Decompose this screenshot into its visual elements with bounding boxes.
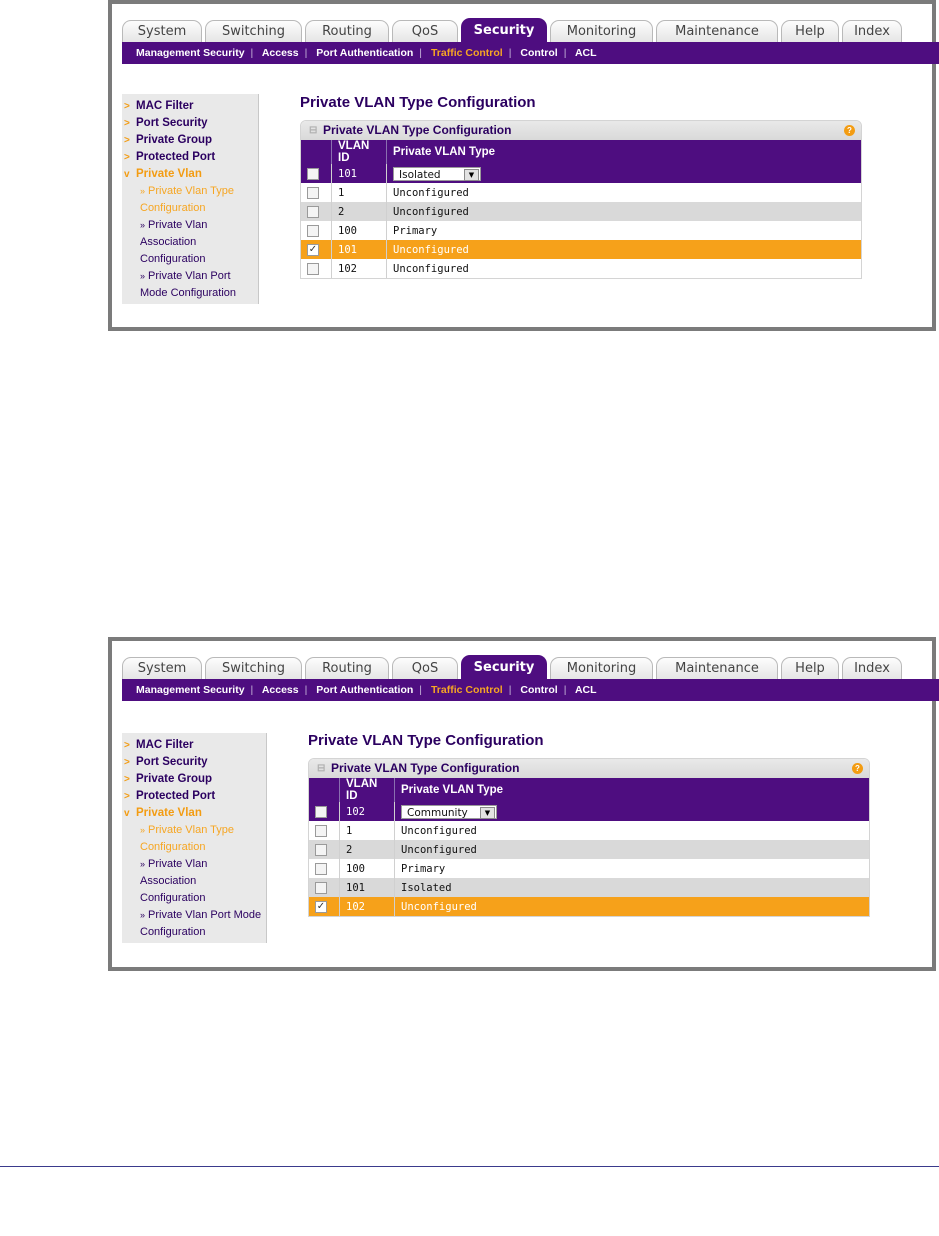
config-panel (308, 758, 870, 917)
cell-vlan-type: Unconfigured (387, 202, 862, 221)
chevron-down-icon: v (124, 169, 130, 180)
tab-maintenance[interactable]: Maintenance (656, 657, 778, 679)
sidebar (122, 733, 267, 943)
sidebar-sub-private-vlan-association[interactable]: » Private Vlan Association Configuration (140, 858, 208, 904)
panel-title: Private VLAN Type Configuration (331, 761, 520, 775)
select-all-column (301, 140, 332, 164)
chevron-right-icon: > (124, 757, 130, 768)
row-checkbox-checked[interactable]: ✓ (316, 900, 326, 912)
subnav-acl[interactable]: ACL (574, 47, 597, 59)
row-checkbox[interactable] (315, 863, 327, 875)
column-vlan-id: VLAN ID (340, 778, 395, 802)
tab-qos[interactable]: QoS (392, 657, 458, 679)
subnav-traffic-control[interactable]: Traffic Control (430, 684, 503, 696)
cell-vlan-type: Unconfigured (395, 897, 870, 916)
tab-system[interactable]: System (122, 20, 202, 42)
subnav-port-authentication[interactable]: Port Authentication (316, 47, 414, 59)
main-tabs (122, 18, 932, 42)
table-row[interactable] (309, 878, 869, 897)
main-content (300, 94, 862, 279)
chevron-right-icon: > (124, 135, 130, 146)
tab-help[interactable]: Help (781, 20, 839, 42)
edit-vlan-id: 101 (332, 164, 387, 183)
main-tabs (122, 655, 932, 679)
edit-vlan-id: 102 (340, 802, 395, 821)
table-row[interactable] (309, 821, 869, 840)
cell-vlan-type: Unconfigured (387, 240, 862, 259)
subnav-access[interactable]: Access (261, 684, 299, 696)
tab-routing[interactable]: Routing (305, 20, 389, 42)
tab-security[interactable]: Security (461, 655, 547, 679)
table-row[interactable] (309, 859, 869, 878)
edit-row-checkbox[interactable] (315, 806, 327, 818)
sidebar-sub-private-vlan-type[interactable]: » Private Vlan Type Configuration (140, 185, 235, 214)
cell-vlan-id: 100 (340, 859, 395, 878)
table-row[interactable] (309, 897, 869, 916)
sidebar-item-port-security[interactable]: > Port Security (122, 115, 258, 132)
table-row[interactable] (301, 183, 861, 202)
panel-header (301, 121, 861, 140)
tab-switching[interactable]: Switching (205, 657, 302, 679)
subnav-control[interactable]: Control (520, 684, 558, 696)
subnav-management-security[interactable]: Management Security (136, 684, 245, 696)
page-footer-rule (0, 1166, 939, 1167)
sub-navigation: Management Security | Access | Port Authentication | Traffic Control | Control | ACL (122, 42, 939, 64)
subnav-traffic-control[interactable]: Traffic Control (430, 47, 503, 59)
tab-monitoring[interactable]: Monitoring (550, 20, 653, 42)
sidebar-sub-private-vlan-port-mode[interactable]: » Private Vlan Port Mode Configuration (140, 909, 262, 938)
table-header (301, 140, 861, 164)
select-all-column (309, 778, 340, 802)
table-header (309, 778, 869, 802)
main-content (308, 732, 870, 917)
cell-vlan-type: Primary (387, 221, 862, 240)
chevron-right-icon: > (124, 101, 130, 112)
cell-vlan-type: Isolated (395, 878, 870, 897)
collapse-icon[interactable]: ⊟ (309, 125, 318, 136)
cell-vlan-id: 100 (332, 221, 387, 240)
sub-navigation: Management Security | Access | Port Authentication | Traffic Control | Control | ACL (122, 679, 939, 701)
collapse-icon[interactable]: ⊟ (317, 763, 326, 774)
sidebar-item-private-group[interactable]: > Private Group (122, 132, 258, 149)
edit-row (301, 164, 861, 183)
row-checkbox[interactable] (315, 844, 327, 856)
row-checkbox-checked[interactable]: ✓ (308, 243, 318, 255)
vlan-table (301, 140, 861, 278)
sidebar-sub-private-vlan-type[interactable]: » Private Vlan Type Configuration (140, 824, 235, 853)
sidebar-item-port-security[interactable]: > Port Security (122, 754, 266, 771)
table-row[interactable] (301, 202, 861, 221)
cell-vlan-id: 1 (332, 183, 387, 202)
private-vlan-type-select[interactable]: Community ▼ (401, 805, 497, 819)
tab-monitoring[interactable]: Monitoring (550, 657, 653, 679)
cell-vlan-id: 102 (332, 259, 387, 278)
sidebar-item-protected-port[interactable]: > Protected Port (122, 788, 266, 805)
row-checkbox[interactable] (307, 225, 319, 237)
table-row[interactable] (301, 240, 861, 259)
screenshot-2 (108, 637, 936, 971)
dropdown-arrow-icon: ▼ (464, 169, 479, 181)
sidebar-sub-private-vlan-port-mode[interactable]: » Private Vlan Port Mode Configuration (140, 270, 237, 299)
column-private-vlan-type: Private VLAN Type (387, 140, 862, 164)
row-checkbox[interactable] (307, 206, 319, 218)
screenshot-1 (108, 0, 936, 331)
table-row[interactable] (301, 221, 861, 240)
cell-vlan-type: Unconfigured (387, 259, 862, 278)
sidebar-item-mac-filter[interactable]: > MAC Filter (122, 98, 258, 115)
chevron-right-icon: > (124, 152, 130, 163)
cell-vlan-id: 2 (332, 202, 387, 221)
tab-switching[interactable]: Switching (205, 20, 302, 42)
chevron-right-icon: > (124, 791, 130, 802)
subnav-port-authentication[interactable]: Port Authentication (316, 684, 414, 696)
row-checkbox[interactable] (315, 882, 327, 894)
sidebar-item-protected-port[interactable]: > Protected Port (122, 149, 258, 166)
chevron-down-icon: v (124, 808, 130, 819)
help-icon[interactable]: ? (852, 763, 863, 774)
cell-vlan-id: 101 (332, 240, 387, 259)
sidebar-item-private-vlan[interactable]: v Private Vlan (122, 805, 266, 822)
tab-system[interactable]: System (122, 657, 202, 679)
config-panel (300, 120, 862, 279)
row-checkbox[interactable] (307, 187, 319, 199)
table-row[interactable] (309, 840, 869, 859)
subnav-acl[interactable]: ACL (574, 684, 597, 696)
tab-maintenance[interactable]: Maintenance (656, 20, 778, 42)
row-checkbox[interactable] (315, 825, 327, 837)
help-icon[interactable]: ? (844, 125, 855, 136)
cell-vlan-id: 1 (340, 821, 395, 840)
subnav-control[interactable]: Control (520, 47, 558, 59)
cell-vlan-type: Unconfigured (387, 183, 862, 202)
sidebar-item-private-vlan[interactable]: v Private Vlan (122, 166, 258, 183)
cell-vlan-type: Unconfigured (395, 840, 870, 859)
tab-help[interactable]: Help (781, 657, 839, 679)
tab-security[interactable]: Security (461, 18, 547, 42)
panel-header (309, 759, 869, 778)
subnav-management-security[interactable]: Management Security (136, 47, 245, 59)
chevron-right-icon: > (124, 118, 130, 129)
cell-vlan-id: 2 (340, 840, 395, 859)
tab-qos[interactable]: QoS (392, 20, 458, 42)
cell-vlan-type: Unconfigured (395, 821, 870, 840)
panel-title: Private VLAN Type Configuration (323, 123, 512, 137)
cell-vlan-id: 102 (340, 897, 395, 916)
tab-index[interactable]: Index (842, 657, 902, 679)
vlan-table (309, 778, 869, 916)
tab-index[interactable]: Index (842, 20, 902, 42)
page-title: Private VLAN Type Configuration (300, 94, 536, 111)
chevron-right-icon: > (124, 740, 130, 751)
sidebar-item-private-group[interactable]: > Private Group (122, 771, 266, 788)
sidebar (122, 94, 259, 304)
private-vlan-type-select[interactable]: Isolated ▼ (393, 167, 481, 181)
row-checkbox[interactable] (307, 263, 319, 275)
cell-vlan-type: Primary (395, 859, 870, 878)
cell-vlan-id: 101 (340, 878, 395, 897)
sidebar-sub-private-vlan-association[interactable]: » Private Vlan Association Configuration (140, 219, 208, 265)
tab-routing[interactable]: Routing (305, 657, 389, 679)
edit-row (309, 802, 869, 821)
table-row[interactable] (301, 259, 861, 278)
dropdown-arrow-icon: ▼ (480, 807, 495, 819)
page-title: Private VLAN Type Configuration (308, 732, 544, 749)
chevron-right-icon: > (124, 774, 130, 785)
subnav-access[interactable]: Access (261, 47, 299, 59)
sidebar-item-mac-filter[interactable]: > MAC Filter (122, 737, 266, 754)
column-vlan-id: VLAN ID (332, 140, 387, 164)
edit-row-checkbox[interactable] (307, 168, 319, 180)
column-private-vlan-type: Private VLAN Type (395, 778, 870, 802)
